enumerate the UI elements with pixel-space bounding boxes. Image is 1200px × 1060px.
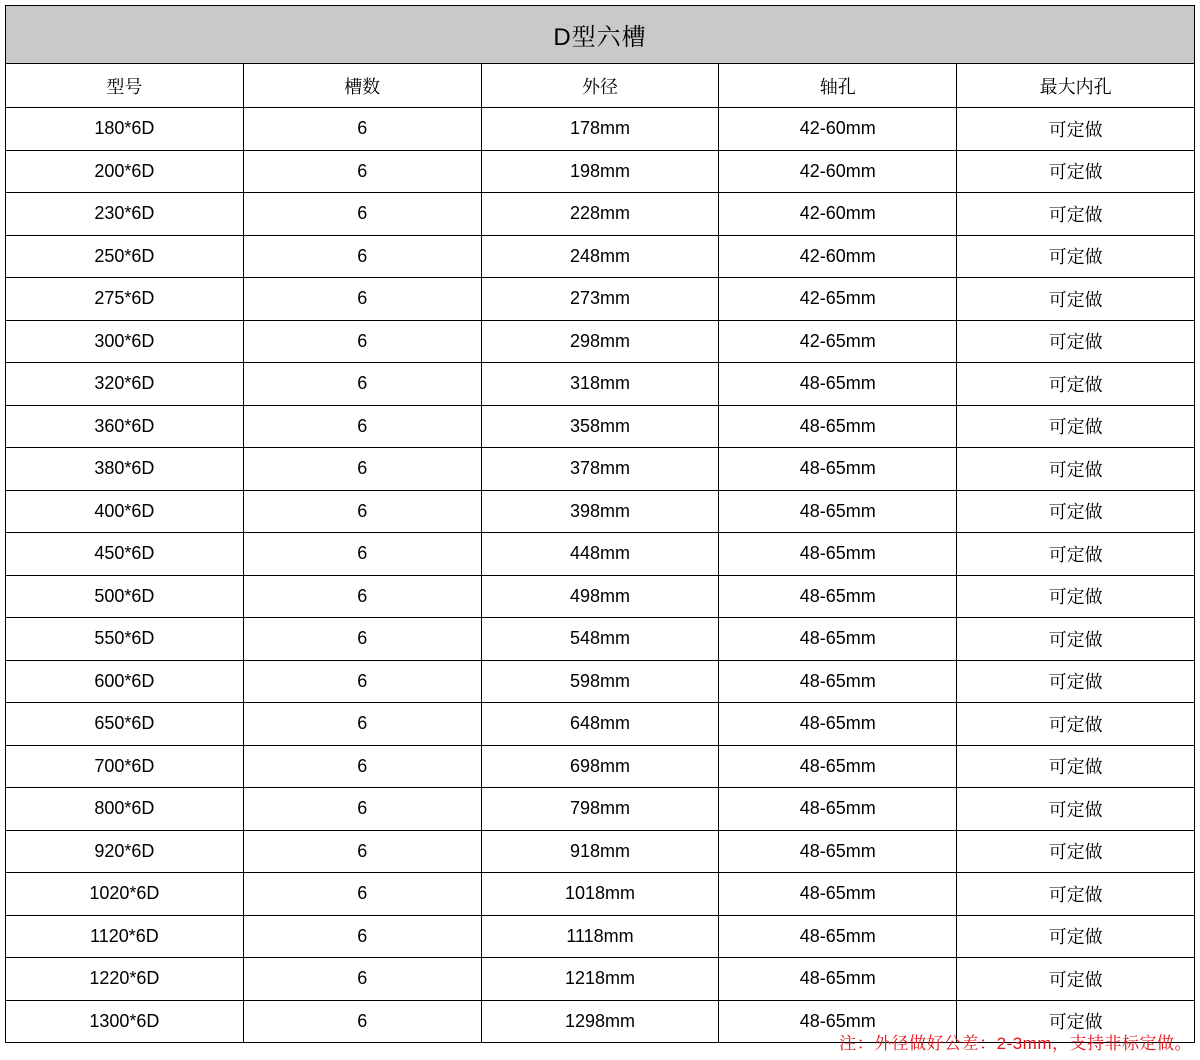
cell-model: 230*6D bbox=[6, 193, 244, 236]
column-header-groove-count: 槽数 bbox=[243, 64, 481, 108]
cell-max-inner-hole: 可定做 bbox=[957, 830, 1195, 873]
column-header-outer-diameter: 外径 bbox=[481, 64, 719, 108]
cell-groove-count: 6 bbox=[243, 830, 481, 873]
cell-groove-count: 6 bbox=[243, 235, 481, 278]
cell-outer-diameter: 318mm bbox=[481, 363, 719, 406]
cell-shaft-hole: 42-65mm bbox=[719, 278, 957, 321]
cell-model: 360*6D bbox=[6, 405, 244, 448]
column-header-max-inner-hole: 最大内孔 bbox=[957, 64, 1195, 108]
table-row bbox=[6, 958, 1195, 1001]
cell-model: 450*6D bbox=[6, 533, 244, 576]
cell-shaft-hole: 48-65mm bbox=[719, 405, 957, 448]
cell-groove-count: 6 bbox=[243, 788, 481, 831]
cell-max-inner-hole: 可定做 bbox=[957, 278, 1195, 321]
cell-outer-diameter: 548mm bbox=[481, 618, 719, 661]
cell-outer-diameter: 918mm bbox=[481, 830, 719, 873]
cell-outer-diameter: 398mm bbox=[481, 490, 719, 533]
table-row bbox=[6, 363, 1195, 406]
cell-groove-count: 6 bbox=[243, 193, 481, 236]
table-body bbox=[6, 6, 1195, 1043]
cell-outer-diameter: 378mm bbox=[481, 448, 719, 491]
table-row bbox=[6, 533, 1195, 576]
cell-max-inner-hole: 可定做 bbox=[957, 745, 1195, 788]
table-row bbox=[6, 830, 1195, 873]
cell-shaft-hole: 42-65mm bbox=[719, 320, 957, 363]
cell-shaft-hole: 48-65mm bbox=[719, 448, 957, 491]
cell-max-inner-hole: 可定做 bbox=[957, 363, 1195, 406]
cell-outer-diameter: 248mm bbox=[481, 235, 719, 278]
table-row bbox=[6, 320, 1195, 363]
cell-outer-diameter: 598mm bbox=[481, 660, 719, 703]
cell-groove-count: 6 bbox=[243, 150, 481, 193]
cell-max-inner-hole: 可定做 bbox=[957, 660, 1195, 703]
cell-model: 320*6D bbox=[6, 363, 244, 406]
cell-shaft-hole: 42-60mm bbox=[719, 150, 957, 193]
cell-model: 650*6D bbox=[6, 703, 244, 746]
specification-table bbox=[5, 5, 1195, 1043]
cell-model: 700*6D bbox=[6, 745, 244, 788]
cell-max-inner-hole: 可定做 bbox=[957, 958, 1195, 1001]
cell-max-inner-hole: 可定做 bbox=[957, 448, 1195, 491]
table-row bbox=[6, 575, 1195, 618]
cell-model: 920*6D bbox=[6, 830, 244, 873]
cell-shaft-hole: 48-65mm bbox=[719, 575, 957, 618]
cell-outer-diameter: 798mm bbox=[481, 788, 719, 831]
cell-max-inner-hole: 可定做 bbox=[957, 405, 1195, 448]
cell-max-inner-hole: 可定做 bbox=[957, 575, 1195, 618]
cell-groove-count: 6 bbox=[243, 958, 481, 1001]
cell-model: 1300*6D bbox=[6, 1000, 244, 1043]
cell-max-inner-hole: 可定做 bbox=[957, 1000, 1195, 1043]
cell-model: 800*6D bbox=[6, 788, 244, 831]
column-header-shaft-hole: 轴孔 bbox=[719, 64, 957, 108]
cell-shaft-hole: 48-65mm bbox=[719, 788, 957, 831]
document-page bbox=[0, 5, 1200, 1060]
cell-groove-count: 6 bbox=[243, 703, 481, 746]
table-row bbox=[6, 703, 1195, 746]
cell-groove-count: 6 bbox=[243, 320, 481, 363]
cell-groove-count: 6 bbox=[243, 405, 481, 448]
table-row bbox=[6, 235, 1195, 278]
column-header-model: 型号 bbox=[6, 64, 244, 108]
cell-groove-count: 6 bbox=[243, 363, 481, 406]
table-row bbox=[6, 660, 1195, 703]
table-row bbox=[6, 490, 1195, 533]
cell-model: 250*6D bbox=[6, 235, 244, 278]
cell-groove-count: 6 bbox=[243, 533, 481, 576]
table-row bbox=[6, 873, 1195, 916]
cell-max-inner-hole: 可定做 bbox=[957, 788, 1195, 831]
cell-outer-diameter: 498mm bbox=[481, 575, 719, 618]
cell-shaft-hole: 48-65mm bbox=[719, 703, 957, 746]
cell-shaft-hole: 48-65mm bbox=[719, 533, 957, 576]
table-row bbox=[6, 448, 1195, 491]
cell-outer-diameter: 358mm bbox=[481, 405, 719, 448]
cell-shaft-hole: 48-65mm bbox=[719, 618, 957, 661]
cell-outer-diameter: 698mm bbox=[481, 745, 719, 788]
cell-groove-count: 6 bbox=[243, 575, 481, 618]
cell-max-inner-hole: 可定做 bbox=[957, 235, 1195, 278]
cell-groove-count: 6 bbox=[243, 108, 481, 151]
footnote-text: 注：外径做好公差：2-3mm，支持非标定做。 bbox=[839, 1034, 1192, 1053]
cell-max-inner-hole: 可定做 bbox=[957, 915, 1195, 958]
cell-outer-diameter: 1218mm bbox=[481, 958, 719, 1001]
cell-model: 400*6D bbox=[6, 490, 244, 533]
table-row bbox=[6, 193, 1195, 236]
cell-groove-count: 6 bbox=[243, 278, 481, 321]
cell-max-inner-hole: 可定做 bbox=[957, 320, 1195, 363]
cell-max-inner-hole: 可定做 bbox=[957, 193, 1195, 236]
cell-max-inner-hole: 可定做 bbox=[957, 490, 1195, 533]
cell-outer-diameter: 1018mm bbox=[481, 873, 719, 916]
cell-outer-diameter: 448mm bbox=[481, 533, 719, 576]
cell-max-inner-hole: 可定做 bbox=[957, 618, 1195, 661]
cell-model: 275*6D bbox=[6, 278, 244, 321]
cell-max-inner-hole: 可定做 bbox=[957, 108, 1195, 151]
cell-shaft-hole: 48-65mm bbox=[719, 958, 957, 1001]
cell-model: 380*6D bbox=[6, 448, 244, 491]
table-row bbox=[6, 745, 1195, 788]
cell-shaft-hole: 48-65mm bbox=[719, 830, 957, 873]
cell-model: 600*6D bbox=[6, 660, 244, 703]
cell-shaft-hole: 42-60mm bbox=[719, 235, 957, 278]
cell-model: 550*6D bbox=[6, 618, 244, 661]
cell-shaft-hole: 48-65mm bbox=[719, 1000, 957, 1043]
cell-max-inner-hole: 可定做 bbox=[957, 150, 1195, 193]
table-row bbox=[6, 915, 1195, 958]
cell-model: 200*6D bbox=[6, 150, 244, 193]
table-row bbox=[6, 150, 1195, 193]
cell-groove-count: 6 bbox=[243, 660, 481, 703]
cell-model: 1120*6D bbox=[6, 915, 244, 958]
cell-outer-diameter: 198mm bbox=[481, 150, 719, 193]
title-row bbox=[6, 6, 1195, 64]
cell-model: 500*6D bbox=[6, 575, 244, 618]
table-title: D型六槽 bbox=[6, 6, 1195, 64]
cell-max-inner-hole: 可定做 bbox=[957, 873, 1195, 916]
table-header-row bbox=[6, 64, 1195, 108]
cell-groove-count: 6 bbox=[243, 873, 481, 916]
cell-shaft-hole: 42-60mm bbox=[719, 108, 957, 151]
cell-groove-count: 6 bbox=[243, 915, 481, 958]
cell-outer-diameter: 273mm bbox=[481, 278, 719, 321]
table-row bbox=[6, 405, 1195, 448]
table-row bbox=[6, 108, 1195, 151]
cell-outer-diameter: 648mm bbox=[481, 703, 719, 746]
cell-model: 1220*6D bbox=[6, 958, 244, 1001]
cell-groove-count: 6 bbox=[243, 448, 481, 491]
cell-shaft-hole: 48-65mm bbox=[719, 745, 957, 788]
cell-model: 1020*6D bbox=[6, 873, 244, 916]
cell-model: 300*6D bbox=[6, 320, 244, 363]
cell-shaft-hole: 48-65mm bbox=[719, 873, 957, 916]
cell-outer-diameter: 1118mm bbox=[481, 915, 719, 958]
cell-outer-diameter: 298mm bbox=[481, 320, 719, 363]
cell-max-inner-hole: 可定做 bbox=[957, 533, 1195, 576]
cell-groove-count: 6 bbox=[243, 490, 481, 533]
cell-shaft-hole: 48-65mm bbox=[719, 490, 957, 533]
cell-shaft-hole: 48-65mm bbox=[719, 915, 957, 958]
cell-groove-count: 6 bbox=[243, 618, 481, 661]
cell-groove-count: 6 bbox=[243, 1000, 481, 1043]
cell-shaft-hole: 42-60mm bbox=[719, 193, 957, 236]
cell-groove-count: 6 bbox=[243, 745, 481, 788]
table-row bbox=[6, 788, 1195, 831]
cell-shaft-hole: 48-65mm bbox=[719, 660, 957, 703]
table-row bbox=[6, 618, 1195, 661]
cell-model: 180*6D bbox=[6, 108, 244, 151]
cell-outer-diameter: 1298mm bbox=[481, 1000, 719, 1043]
cell-shaft-hole: 48-65mm bbox=[719, 363, 957, 406]
cell-max-inner-hole: 可定做 bbox=[957, 703, 1195, 746]
cell-outer-diameter: 178mm bbox=[481, 108, 719, 151]
table-row bbox=[6, 278, 1195, 321]
cell-outer-diameter: 228mm bbox=[481, 193, 719, 236]
